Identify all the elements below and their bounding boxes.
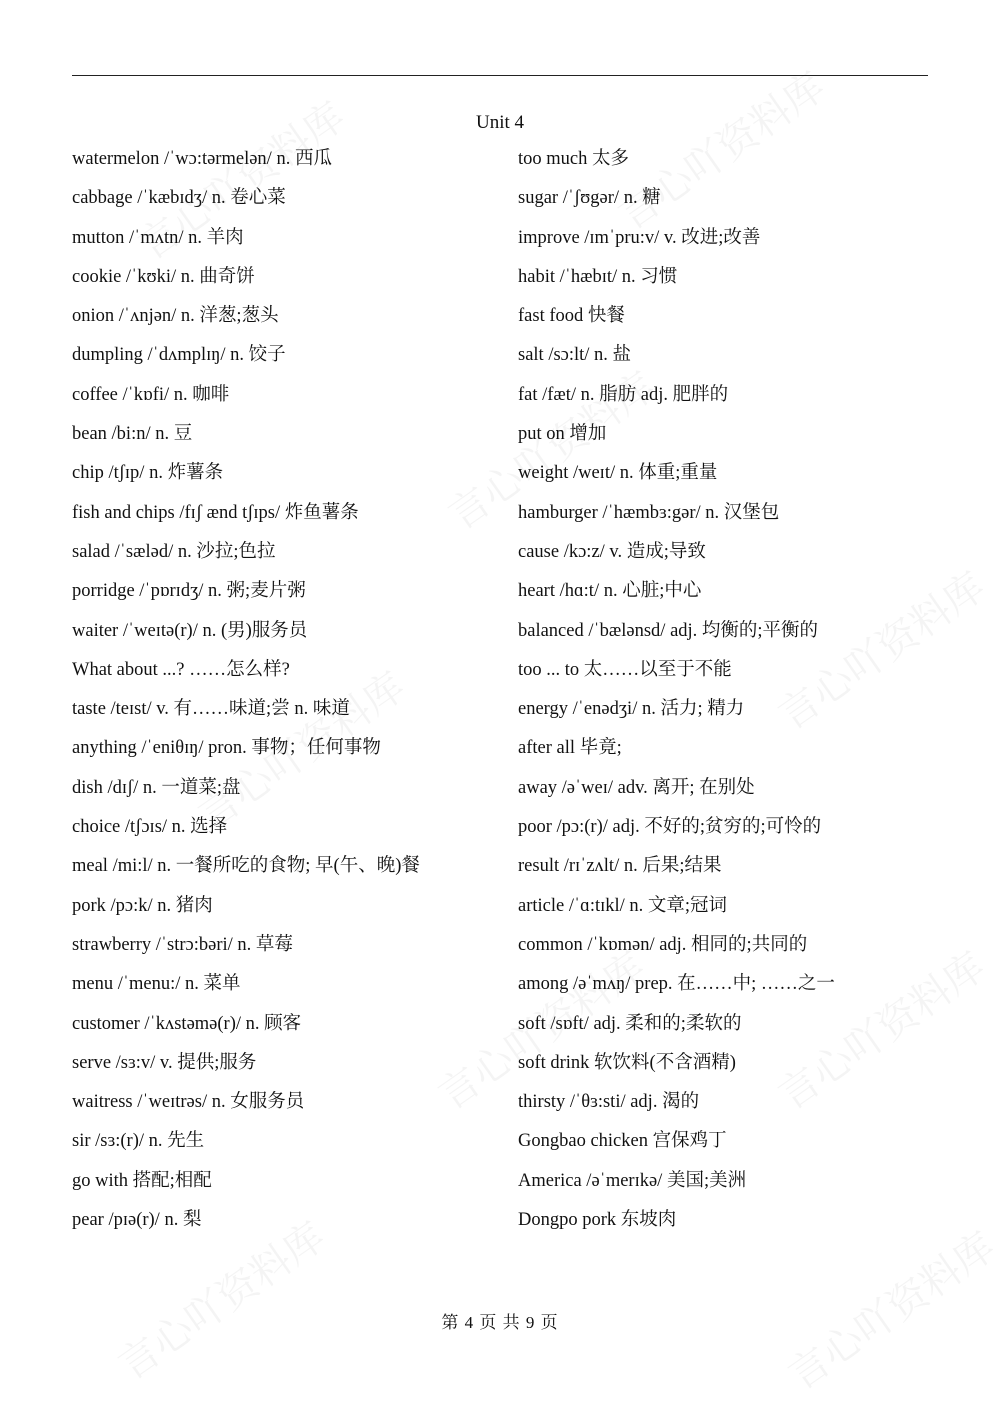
- vocab-entry: among /əˈmʌŋ/ prep. 在……中; ……之一: [518, 974, 835, 995]
- vocab-entry: put on 增加: [518, 424, 607, 445]
- vocab-entry: too much 太多: [518, 149, 629, 169]
- vocab-entry: result /rɪˈzʌlt/ n. 后果;结果: [518, 856, 722, 877]
- vocab-entry: onion /ˈʌnjən/ n. 洋葱;葱头: [72, 306, 279, 327]
- vocab-entry: fast food 快餐: [518, 306, 625, 327]
- vocab-entry: too ... to 太……以至于不能: [518, 659, 732, 680]
- vocab-entry: fish and chips /fɪʃ ænd tʃɪps/ 炸鱼薯条: [72, 502, 359, 523]
- vocab-entry: common /ˈkɒmən/ adj. 相同的;共同的: [518, 934, 808, 955]
- vocab-entry: cause /kɔ:z/ v. 造成;导致: [518, 541, 706, 562]
- vocab-entry: What about ...? ……怎么样?: [72, 659, 290, 680]
- vocab-entry: watermelon /ˈwɔ:tərmelən/ n. 西瓜: [72, 149, 332, 169]
- vocab-entry: choice /tʃɔɪs/ n. 选择: [72, 817, 228, 838]
- vocab-entry: Dongpo pork 东坡肉: [518, 1210, 677, 1231]
- vocab-entry: hamburger /ˈhæmbɜ:gər/ n. 汉堡包: [518, 502, 780, 523]
- vocab-entry: poor /pɔ:(r)/ adj. 不好的;贫穷的;可怜的: [518, 817, 822, 838]
- vocab-entry: waitress /ˈweɪtrəs/ n. 女服务员: [72, 1092, 305, 1113]
- vocab-entry: dish /dɪʃ/ n. 一道菜;盘: [72, 777, 241, 798]
- vocab-entry: salt /sɔ:lt/ n. 盐: [518, 345, 632, 366]
- vocab-entry: coffee /ˈkɒfi/ n. 咖啡: [72, 384, 230, 405]
- vocab-entry: heart /hɑ:t/ n. 心脏;中心: [518, 581, 702, 602]
- vocab-entry: customer /ˈkʌstəmə(r)/ n. 顾客: [72, 1013, 302, 1034]
- vocab-entry: anything /ˈeniθɪŋ/ pron. 事物；任何事物: [72, 738, 381, 759]
- vocab-entry: Gongbao chicken 宫保鸡丁: [518, 1131, 727, 1152]
- vocab-entry: taste /teɪst/ v. 有……味道;尝 n. 味道: [72, 699, 350, 720]
- vocab-entry: salad /ˈsæləd/ n. 沙拉;色拉: [72, 541, 276, 562]
- vocab-entry: serve /sɜ:v/ v. 提供;服务: [72, 1052, 257, 1073]
- vocab-entry: thirsty /ˈθɜ:sti/ adj. 渴的: [518, 1092, 700, 1113]
- vocab-entry: habit /ˈhæbɪt/ n. 习惯: [518, 266, 678, 287]
- vocab-entry: energy /ˈenədʒi/ n. 活力; 精力: [518, 699, 745, 720]
- vocab-entry: away /əˈweɪ/ adv. 离开; 在别处: [518, 777, 755, 798]
- vocab-entry: article /ˈɑ:tɪkl/ n. 文章;冠词: [518, 895, 728, 916]
- vocab-entry: go with 搭配;相配: [72, 1170, 212, 1191]
- vocab-column-right: [518, 140, 938, 1240]
- vocab-entry: improve /ɪmˈpru:v/ v. 改进;改善: [518, 227, 761, 248]
- vocab-entry: dumpling /ˈdʌmplɪŋ/ n. 饺子: [72, 345, 286, 366]
- header-rule: [72, 75, 928, 76]
- vocab-entry: soft drink 软饮料(不含酒精): [518, 1052, 736, 1073]
- page-footer: 第 4 页 共 9 页: [441, 1313, 559, 1332]
- vocab-entry: cookie /ˈkʊki/ n. 曲奇饼: [72, 266, 255, 287]
- vocab-entry: porridge /ˈpɒrɪdʒ/ n. 粥;麦片粥: [72, 581, 306, 602]
- vocab-column-left: [72, 140, 512, 1240]
- vocab-entry: America /əˈmerɪkə/ 美国;美洲: [518, 1170, 747, 1191]
- vocab-entry: fat /fæt/ n. 脂肪 adj. 肥胖的: [518, 384, 729, 405]
- vocab-entry: meal /mi:l/ n. 一餐所吃的食物; 早(午、晚)餐: [72, 856, 420, 877]
- vocab-entry: menu /ˈmenu:/ n. 菜单: [72, 974, 241, 995]
- vocab-entry: weight /weɪt/ n. 体重;重量: [518, 463, 718, 484]
- vocab-entry: after all 毕竟;: [518, 738, 622, 759]
- vocab-entry: pear /pɪə(r)/ n. 梨: [72, 1210, 202, 1231]
- page-title: Unit 4: [475, 112, 525, 133]
- vocab-entry: mutton /ˈmʌtn/ n. 羊肉: [72, 227, 244, 248]
- vocab-entry: sugar /ˈʃʊgər/ n. 糖: [518, 188, 661, 209]
- vocab-entry: chip /tʃɪp/ n. 炸薯条: [72, 463, 224, 484]
- vocab-entry: soft /sɒft/ adj. 柔和的;柔软的: [518, 1013, 742, 1034]
- vocab-entry: sir /sɜ:(r)/ n. 先生: [72, 1131, 205, 1152]
- vocab-entry: strawberry /ˈstrɔ:bəri/ n. 草莓: [72, 934, 293, 955]
- vocab-entry: cabbage /ˈkæbɪdʒ/ n. 卷心菜: [72, 188, 286, 209]
- vocab-entry: balanced /ˈbælənsd/ adj. 均衡的;平衡的: [518, 620, 819, 641]
- vocab-entry: pork /pɔ:k/ n. 猪肉: [72, 895, 213, 916]
- vocab-entry: bean /bi:n/ n. 豆: [72, 424, 193, 445]
- vocab-entry: waiter /ˈweɪtə(r)/ n. (男)服务员: [72, 620, 308, 641]
